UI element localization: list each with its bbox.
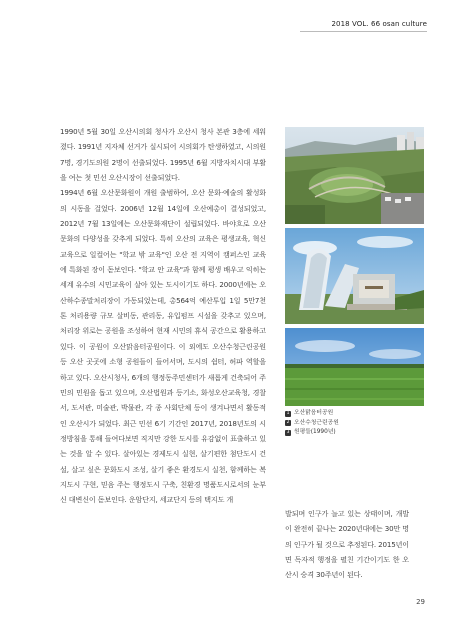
caption-text: 오산맑음터공원 bbox=[294, 410, 334, 416]
paragraph-1: 1990년 5월 30일 오산시의회 청사가 오산시 청사 본관 3층에 세워졌다. 1991년 지자체 선거가 실시되어 시의회가 탄생하였고, 시의원 7명, 경기도의원 2명이 선출되었다. 1995년 6월 지방자치시대 부활을 여는 첫 민선 오산시장이 선출되었다. bbox=[60, 127, 266, 183]
monument-photo bbox=[285, 228, 424, 324]
aerial-park-photo bbox=[285, 127, 424, 224]
body-text-left-column bbox=[60, 124, 266, 508]
paragraph-2: 1994년 6월 오산문화원이 개원 출범하여, 오산 문화·예술의 활성화의 시동을 걸었다. 2006년 12월 14일에 오산예총이 결성되었고, 2012년 7월 13일에는 오산문화재단이 설립되었다. 바야흐로 오산문화의 다양성을 갖추게 되었다. 특히 오산의 교육은 평생교육, 혁신교육으로 일컬어는 "학교 밖 교육"인 오산 전 지역이 캠퍼스인 교육에 특화된 장이 돋보인다. "학교 안 교육"과 함께 평생 배우고 익히는 세계 유수의 시민교육이 살아 있는 도시이기도 하다. 2000년에는 오산하수종말처리장이 가동되었는데, 총564억 예산투입 1일 5만7천톤 처리용량 규모 살비동, 관리동, 유입펌프 시설을 갖추고 있으며, 처리장 위로는 공원을 조성하여 현재 시민의 휴식 공간으로 활용하고 있다. 이 공원이 오산맑음터공원이다. 이 외에도 오산수청근린공원 등 오산 곳곳에 소형 공원들이 들어서며, 도시의 쉼터, 허파 역할을 하고 있다. 오산시청사, 6개의 행정동주민센터가 새롭게 건축되어 주민의 민원을 돕고 있으며, 오산법원과 등기소, 화성오산교육청, 경찰서, 도서관, 미술관, 박물관, 각 종 사회단체 등이 생겨나면서 활동적인 오산시가 되었다. 최근 민선 6기 기간인 2017년, 2018년도의 시정방침을 통해 들여다보면 직지만 강한 도시를 유감없이 표출하고 있는 것을 알 수 있다. 살아있는 경제도시 실현, 살기편한 첨단도시 건설, 살고 싶은 문화도시 조성, 살기 좋은 환경도시 실천, 함께하는 복지도시 구현, 믿음 주는 행정도시 구축, 친환경 명품도시로서의 눈부신 대변신이 돋보인다. 운암단지, 세교단지 등의 택지도 개 bbox=[60, 188, 266, 505]
caption-text: 원평들(1990년) bbox=[294, 429, 336, 435]
photo-captions bbox=[285, 409, 424, 438]
caption-number-badge: 2 bbox=[286, 420, 290, 426]
caption-number-badge: 3 bbox=[286, 429, 290, 435]
caption-2 bbox=[285, 419, 424, 429]
caption-text: 오산수청근린공원 bbox=[294, 419, 339, 426]
rice-fields-photo bbox=[285, 328, 424, 406]
body-text-right-column: 발되며 인구가 늘고 있는 상태이며, 개발이 완전히 끝나는 2020년대에는 30만 명의 인구가 될 것으로 추정된다. 2015년이면 독자적 행정을 펼친 기간이기도 한 오산시 승격 30주년이 된다. bbox=[285, 509, 409, 580]
caption-number-badge: 1 bbox=[286, 410, 290, 416]
page-number: 29 bbox=[416, 598, 425, 606]
caption-3 bbox=[285, 428, 424, 438]
header-rule bbox=[300, 31, 427, 32]
caption-1 bbox=[285, 409, 424, 419]
running-header: 2018 VOL. 66 osan culture bbox=[331, 20, 427, 28]
